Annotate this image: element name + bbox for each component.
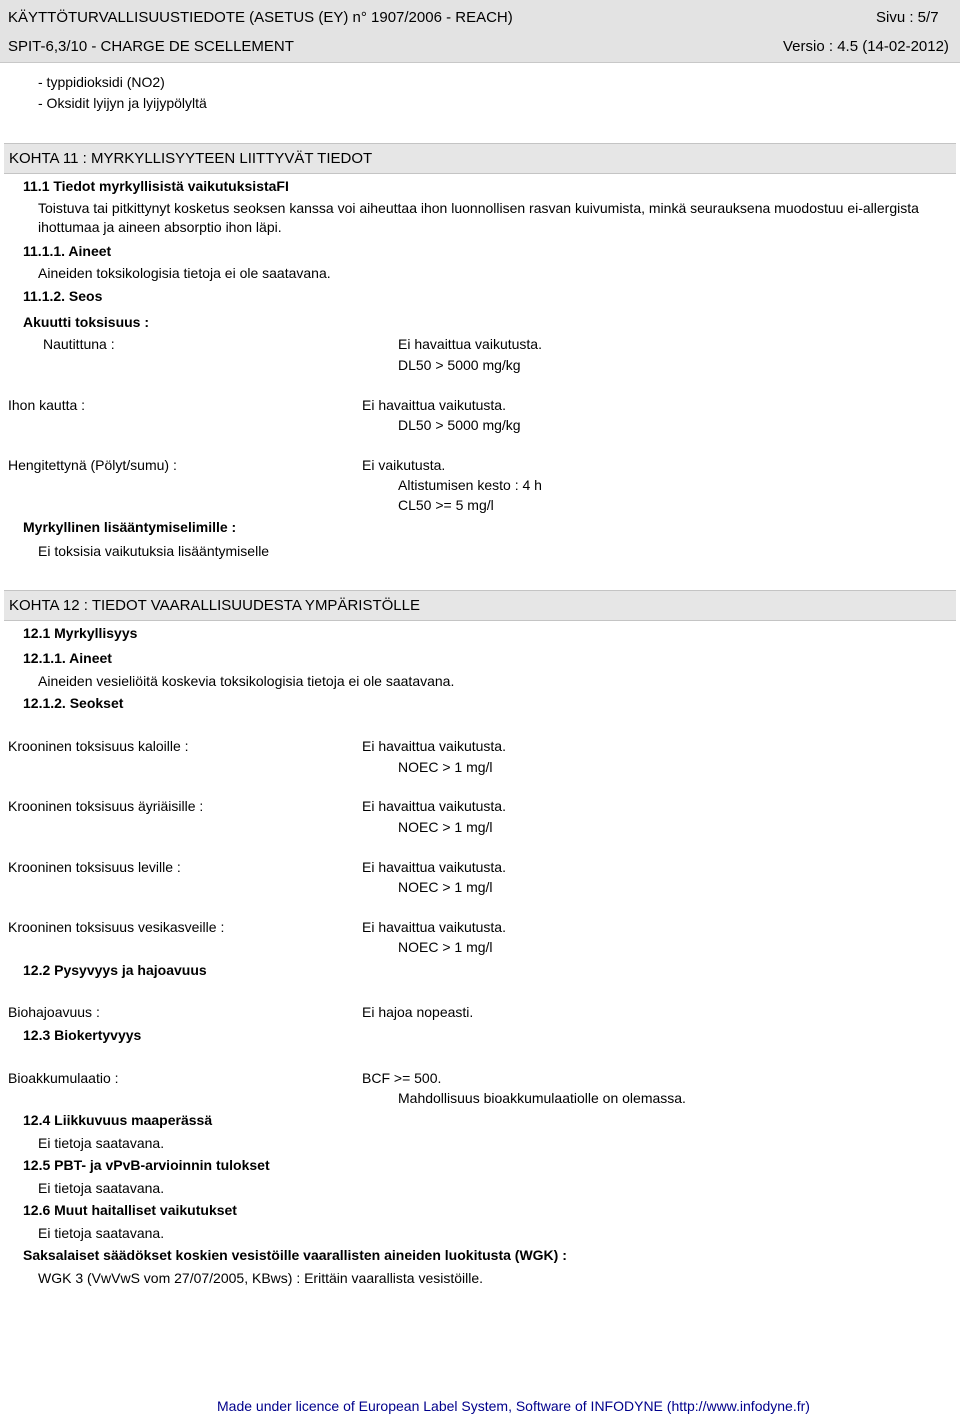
bioaccumulation-value: BCF >= 500. — [362, 1070, 442, 1086]
dermal-label: Ihon kautta : — [8, 397, 86, 413]
section-12-title: KOHTA 12 : TIEDOT VAARALLISUUDESTA YMPÄRISTÖLLE — [9, 597, 420, 614]
chronic-algae-label: Krooninen toksisuus leville : — [8, 859, 181, 875]
paragraph: Ei tietoja saatavana. — [38, 1225, 165, 1241]
section-11-title: KOHTA 11 : MYRKYLLISYYTEEN LIITTYVÄT TIEDOT — [9, 150, 373, 167]
wgk-text: WGK 3 (VwVwS vom 27/07/2005, KBws) : Erittäin vaarallista vesistöille. — [38, 1270, 484, 1286]
section-12-header — [4, 590, 956, 621]
paragraph: Ei tietoja saatavana. — [38, 1180, 165, 1196]
wgk-heading: Saksalaiset säädökset koskien vesistöille vaarallisten aineiden luokitusta (WGK) : — [23, 1247, 567, 1263]
paragraph: Aineiden toksikologisia tietoja ei ole saatavana. — [38, 265, 331, 281]
chronic-algae-value: Ei havaittua vaikutusta. — [362, 859, 506, 875]
inhalation-detail: Altistumisen kesto : 4 h — [398, 477, 542, 493]
page-header — [0, 0, 960, 63]
page-number: Sivu : 5/7 — [876, 9, 939, 26]
chronic-plants-value: Ei havaittua vaikutusta. — [362, 919, 506, 935]
footer-licence: Made under licence of European Label System, Software of INFODYNE (http://www.infodyne.fr) — [217, 1398, 810, 1414]
subsection-heading: 12.1.1. Aineet — [23, 650, 112, 666]
version-info: Versio : 4.5 (14-02-2012) — [783, 38, 949, 55]
subsection-heading: 12.1 Myrkyllisyys — [23, 625, 138, 641]
chronic-crustacea-detail: NOEC > 1 mg/l — [398, 819, 493, 835]
biodegradability-value: Ei hajoa nopeasti. — [362, 1004, 474, 1020]
paragraph: Aineiden vesieliöitä koskevia toksikologisia tietoja ei ole saatavana. — [38, 673, 455, 689]
chronic-plants-label: Krooninen toksisuus vesikasveille : — [8, 919, 225, 935]
chronic-fish-label: Krooninen toksisuus kaloille : — [8, 738, 189, 754]
biodegradability-label: Biohajoavuus : — [8, 1004, 100, 1020]
subsection-heading: 12.3 Biokertyvyys — [23, 1027, 142, 1043]
reproductive-heading: Myrkyllinen lisääntymiselimille : — [23, 519, 237, 535]
paragraph: Ei tietoja saatavana. — [38, 1135, 165, 1151]
chronic-crustacea-label: Krooninen toksisuus äyriäisille : — [8, 798, 204, 814]
document-title: KÄYTTÖTURVALLISUUSTIEDOTE (ASETUS (EY) n° 1907/2006 - REACH) — [8, 9, 513, 26]
inhalation-value: Ei vaikutusta. — [362, 457, 446, 473]
product-name: SPIT-6,3/10 - CHARGE DE SCELLEMENT — [8, 38, 294, 55]
bioaccumulation-detail: Mahdollisuus bioakkumulaatiolle on olemassa. — [398, 1090, 686, 1106]
list-item: - Oksidit lyijyn ja lyijypölyltä — [38, 95, 207, 111]
inhalation-label: Hengitettynä (Pölyt/sumu) : — [8, 457, 177, 473]
subsection-heading: 12.2 Pysyvyys ja hajoavuus — [23, 962, 207, 978]
bioaccumulation-label: Bioakkumulaatio : — [8, 1070, 119, 1086]
paragraph: Toistuva tai pitkittynyt kosketus seoksen kanssa voi aiheuttaa ihon luonnollisen rasvan kuivumista, minkä seurauksena muodostuu ei-allergista ihottumaa ja aineen absorptio ihon läpi. — [38, 200, 919, 235]
subsection-heading: 11.1 Tiedot myrkyllisistä vaikutuksistaFI — [23, 178, 289, 194]
chronic-fish-value: Ei havaittua vaikutusta. — [362, 738, 506, 754]
oral-value: Ei havaittua vaikutusta. — [398, 336, 542, 352]
subsection-heading: 12.1.2. Seokset — [23, 695, 124, 711]
oral-detail: DL50 > 5000 mg/kg — [398, 357, 521, 373]
subsection-heading: 12.6 Muut haitalliset vaikutukset — [23, 1202, 237, 1218]
chronic-algae-detail: NOEC > 1 mg/l — [398, 879, 493, 895]
inhalation-detail: CL50 >= 5 mg/l — [398, 497, 494, 513]
chronic-crustacea-value: Ei havaittua vaikutusta. — [362, 798, 506, 814]
dermal-detail: DL50 > 5000 mg/kg — [398, 417, 521, 433]
oral-label: Nautittuna : — [43, 336, 115, 352]
chronic-fish-detail: NOEC > 1 mg/l — [398, 759, 493, 775]
section-11-header — [4, 143, 956, 174]
reproductive-text: Ei toksisia vaikutuksia lisääntymiselle — [38, 543, 270, 559]
subsection-heading: 11.1.2. Seos — [23, 288, 103, 304]
chronic-plants-detail: NOEC > 1 mg/l — [398, 939, 493, 955]
subsection-heading: 12.5 PBT- ja vPvB-arvioinnin tulokset — [23, 1157, 270, 1173]
acute-toxicity-heading: Akuutti toksisuus : — [23, 314, 150, 330]
subsection-heading: 11.1.1. Aineet — [23, 243, 112, 259]
subsection-heading: 12.4 Liikkuvuus maaperässä — [23, 1112, 213, 1128]
list-item: - typpidioksidi (NO2) — [38, 74, 165, 90]
dermal-value: Ei havaittua vaikutusta. — [362, 397, 506, 413]
